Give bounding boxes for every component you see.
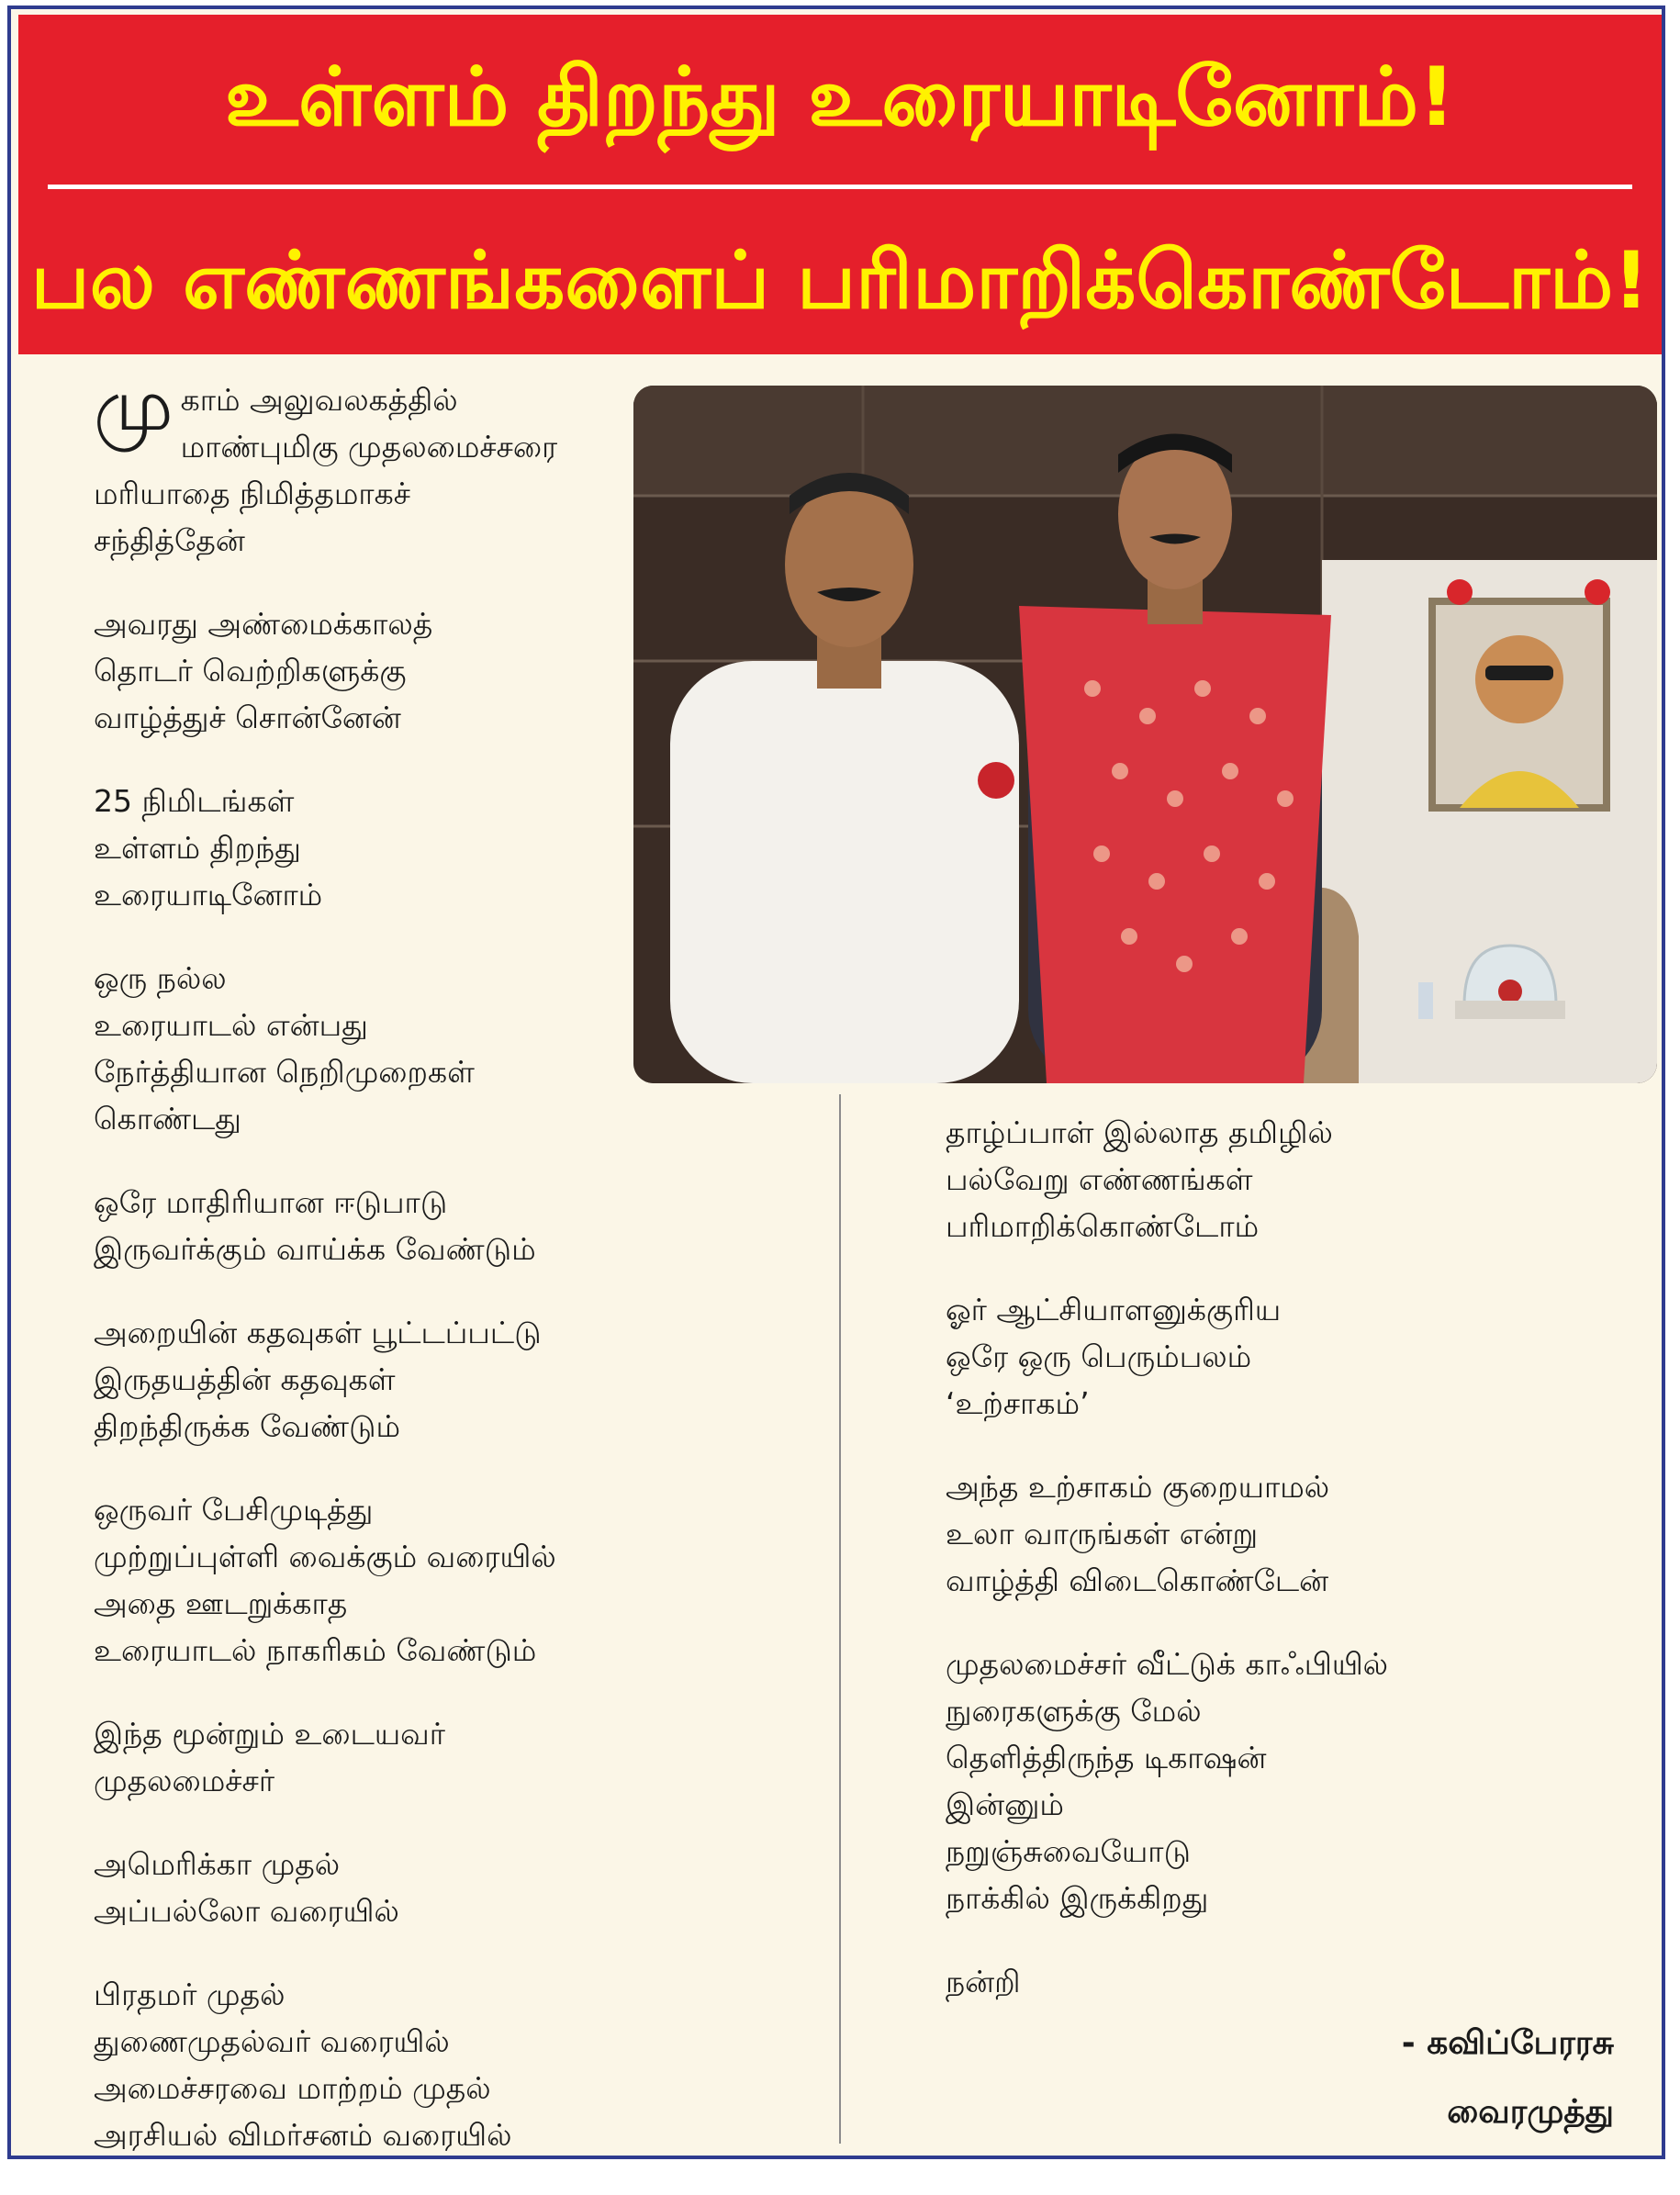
poem-line: ஒரு நல்ல [94,960,227,996]
poem-line: மரியாதை நிமித்தமாகச் [94,476,411,511]
poem-line: இன்னும் [946,1786,1064,1822]
poem-line: வாழ்த்துச் சொன்னேன் [94,700,401,735]
stanza [946,1286,1643,1427]
headline-line-1: உள்ளம் திறந்து உரையாடினோம்! [224,50,1456,144]
signature-name: வைரமுத்து [1447,2093,1614,2131]
poem-line: முற்றுப்புள்ளி வைக்கும் வரையில் [94,1539,556,1574]
stanza [94,1309,644,1450]
poem-line: அப்பல்லோ வரையில் [94,1893,399,1929]
stanza [94,1486,644,1674]
stanza [94,600,644,741]
poem-line: அதை ஊடறுக்காத [94,1585,348,1621]
poem-line: ஒரே ஒரு பெரும்பலம் [946,1338,1252,1374]
poem-line: அமைச்சரவை மாற்றம் முதல் [94,2070,491,2106]
poem-line: ஒருவர் பேசிமுடித்து [94,1492,374,1528]
banner-divider [48,185,1632,189]
poem-line: இந்த மூன்றும் உடையவர் [94,1716,445,1752]
poem-line: ஒரே மாதிரியான ஈடுபாடு [94,1184,448,1220]
poem-line: நுரைகளுக்கு மேல் [946,1693,1202,1729]
poem-line: உள்ளம் திறந்து [94,830,301,866]
headline-banner [18,15,1662,354]
stanza [94,1710,644,1804]
poem-line: கொண்டது [94,1101,241,1137]
poem-line: முதலமைச்சர் [94,1763,275,1798]
poem-line: பிரதமர் முதல் [94,1977,286,2012]
poem-line: உரையாடல் என்பது [94,1007,368,1043]
stanza [94,1971,644,2158]
poem-line: ஓர் ஆட்சியாளனுக்குரிய [946,1292,1282,1327]
poem-line: சந்தித்தேன் [94,522,245,558]
poem-line: அமெரிக்கா முதல் [94,1846,341,1882]
poem-line: இருவர்க்கும் வாய்க்க வேண்டும் [94,1231,536,1267]
stanza [946,1641,1643,1921]
stanza [94,364,644,564]
headline-line-2: பல எண்ணங்களைப் பரிமாறிக்கொண்டோம்! [30,235,1650,327]
poem-line: தெளித்திருந்த டிகாஷன் [946,1740,1267,1775]
poem-line: அறையின் கதவுகள் பூட்டப்பட்டு [94,1315,542,1350]
stanza [94,778,644,918]
right-column [946,1109,1643,2042]
poem-line: உரையாடல் நாகரிகம் வேண்டும் [94,1632,537,1668]
poem-line: அரசியல் விமர்சனம் வரையில் [94,2117,512,2153]
stanza [94,1841,644,1934]
drop-cap: மு [94,364,174,447]
poem-line: பல்வேறு எண்ணங்கள் [946,1161,1253,1197]
poem-line: ‘உற்சாகம்’ [946,1385,1090,1421]
poem-line: நேர்த்தியான நெறிமுறைகள் [94,1054,475,1090]
poem-line: நறுஞ்சுவையோடு [946,1833,1191,1869]
poem-line: உரையாடினோம் [94,877,323,913]
stanza [94,1179,644,1272]
poem-line: பரிமாறிக்கொண்டோம் [946,1208,1260,1244]
page-frame [7,6,1665,2159]
stanza [946,1463,1643,1604]
stanza [94,955,644,1142]
poem-line: தொடர் வெற்றிகளுக்கு [94,653,407,689]
poem-line: மாண்புமிகு முதலமைச்சரை [180,429,558,465]
stanza [946,1958,1643,2005]
poem-line: உலா வாருங்கள் என்று [946,1516,1259,1551]
poem-line: வாழ்த்தி விடைகொண்டேன் [946,1562,1329,1598]
signature-title: - கவிப்பேரரசு [1401,2024,1614,2062]
poem-line: திறந்திருக்க வேண்டும் [94,1408,401,1444]
poem-line: நாக்கில் இருக்கிறது [946,1880,1209,1916]
stanza [946,1109,1643,1249]
left-column [94,364,644,2195]
meeting-photo [633,386,1657,1083]
poem-line: முதலமைச்சர் வீட்டுக் காஃபியில் [946,1646,1389,1682]
poem-line: இருதயத்தின் கதவுகள் [94,1361,396,1397]
poem-line: காம் அலுவலகத்தில் [180,382,458,418]
photo-illustration [633,386,1657,1083]
poem-line: நன்றி [946,1964,1021,1999]
poem-line: 25 நிமிடங்கள் [94,783,295,819]
column-divider [839,1094,841,2144]
poem-line: அந்த உற்சாகம் குறையாமல் [946,1469,1330,1505]
poem-line: துணைமுதல்வர் வரையில் [94,2023,450,2059]
poem-line: அவரது அண்மைக்காலத் [94,606,433,642]
poem-line: தாழ்ப்பாள் இல்லாத தமிழில் [946,1114,1333,1150]
